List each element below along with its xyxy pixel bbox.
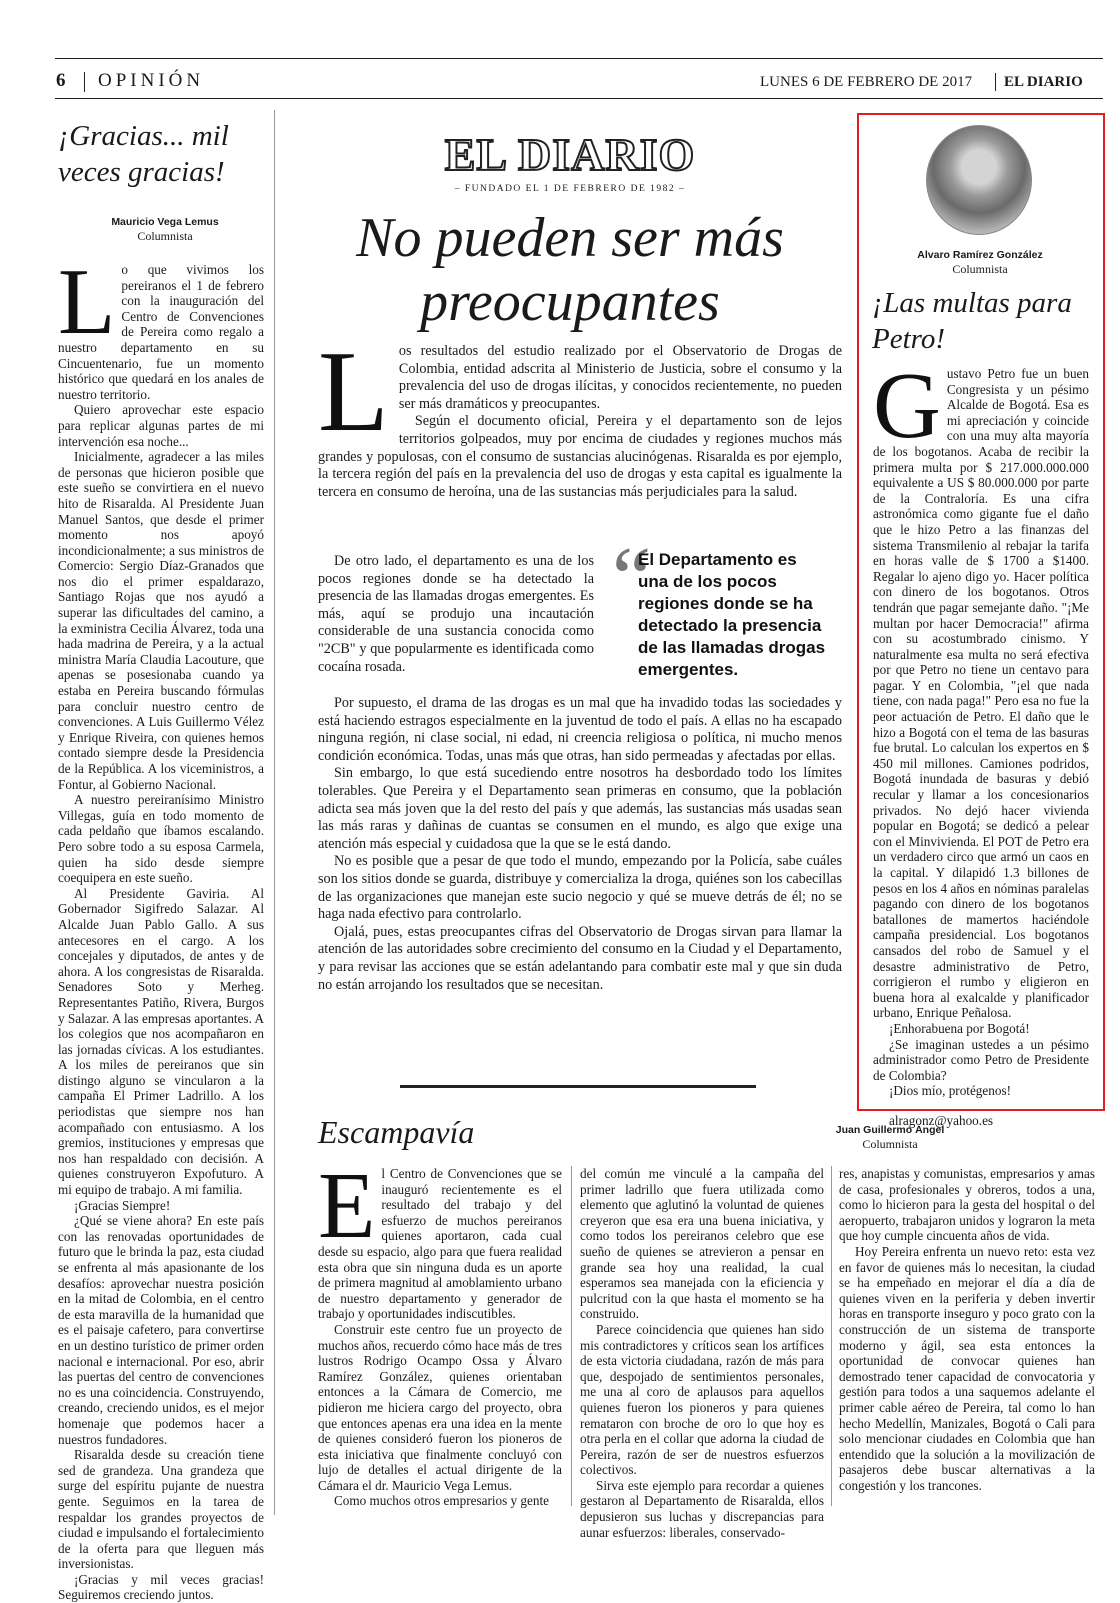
editorial-paragraph: Según el documento oficial, Pereira y el departamento son de lejos territorios golpeados, muy por encima de ciudades y regiones muchos más grandes y populosas, con el consumo de sustancias alucinógenas. Risaralda es por ejemplo, la tercera región del país en la prevalencia del uso de drogas y esta capital es igualmente la tercera en consumo de heroína, una de las sustancias más perjudiciales para la salud. <box>318 413 842 500</box>
editorial-paragraph: Por supuesto, el drama de las drogas es un mal que ha invadido todas las sociedades y está haciendo estragos especialmente en la juventud de todo el país. A ellas no ha escapado ninguna región, ni clase social, ni edad, ni creencia religiosa o política, ni mucho menos condición económica. Todas, unas más que otras, han sido permeadas y afectadas por ellas. <box>318 695 842 764</box>
editorial-paragraph: Sin embargo, lo que está sucediendo entre nosotros ha desbordado todo los límites tolerables. Que Pereira y el Departamento sean primeras en consumo, que la población adicta sea más joven que la del resto del país y que además, las sustancias más usadas sean las más raras y dañinas de cuantas se consumen en el mundo, es algo que exige una atención más especial y cuidadosa que la que se le está dando. <box>318 765 842 852</box>
escampavia-col3 <box>839 1166 1095 1506</box>
right-author: Alvaro Ramírez González <box>917 249 1043 261</box>
header-paper-name: EL DIARIO <box>1004 74 1083 90</box>
left-title-text: ¡Gracias... mil veces gracias! <box>58 120 229 188</box>
escampavia-author: Juan Guillermo Ángel <box>835 1124 945 1136</box>
left-paragraph: Al Presidente Gaviria. Al Gobernador Sigifredo Salazar. Al Alcalde Juan Pablo Gallo. A sus antecesores en el cargo. A los concejales y diputados, de antes y de ahora. A los congresistas de Risaralda. Senadores Soto y Merheg. Representantes Patiño, Rivera, Burgos y Salazar. A las empresas aportantes. A los colegios que nos acompañaron en las jornadas cívicas. A los estudiantes. A los miles de pereiranos que sin distingo alguno se vincularon a la campaña El Primer Ladrillo. A los periodistas que siempre nos han acompañado con entusiasmo. A los gremios, instituciones y empresas que nos han respaldado con decisión. A quienes construyeron Expofuturo. A mi equipo de trabajo. A mi familia. <box>58 885 264 1198</box>
section-name: OPINIÓN <box>98 70 205 91</box>
escampavia-col2 <box>580 1166 824 1540</box>
right-paragraph: ¿Se imaginan ustedes a un pésimo administrador como Petro de Presidente de Colombia? <box>873 1036 1089 1083</box>
right-email: alragonz@yahoo.es <box>889 1112 994 1128</box>
author-photo <box>926 125 1032 235</box>
editorial-paragraph: No es posible que a pesar de que todo el mundo, empezando por la Policía, sabe cuáles son los sitios donde se guarda, distribuye y comercializa la droga, quiénes son los cabecillas de las organizaciones que manejan este sucio negocio y qué se mueve detrás de él; no se haga nada efectivo para controlarlo. <box>318 853 842 923</box>
editorial-body-top <box>318 328 842 501</box>
left-column-divider <box>274 110 275 1515</box>
editorial-end-rule <box>400 1085 756 1088</box>
right-column-title: ¡Las multas para Petro! <box>872 287 1072 355</box>
escampavia-paragraph: res, anapistas y comunistas, empresarios y amas de casa, profesionales y obreros, todos a una, como lo hicieron para la gesta del hospital o del aeropuerto, trabajaron unidos y lograron la meta que hoy cumple cincuenta años de vida. <box>839 1166 1095 1244</box>
left-paragraph: A nuestro pereiranísimo Ministro Villegas, guía en todo momento de cada peldaño que íbamos escalando. Pero sobre todo a su esposa Carmela, quien ha sido desde siempre coequipera en este sueño. <box>58 792 264 886</box>
right-paragraph: ustavo Petro fue un buen Congresista y un pésimo Alcalde de Bogotá. Esa es mi apreciación y coincide con una muy alta mayoría de los bogotanos. Acaba de recibir la primera multa por $ 217.000.000.000 equivalente a US $ 80.000.000 por parte de la Contraloría. Es una cifra astronómica como gigante fue el daño que le hizo Petro a las finanzas del sistema Transmilenio al rebajar la tarifa en horas valle de $ 1700 a $1400. Regalar lo ajeno digo yo. Hacer política con dinero de los bogotanos. Otros tendrán que pagar semejante daño. "¡Me multan por hacer Democracia!" afirma con su acostumbrado cinismo. Y naturalmente esa multa no será efectiva por que Petro no tiene un centavo para pagar. Y en Colombia, "¡el que nada tiene, con nada paga!" Pero esa no fue la peor actuación de Petro. El daño que le hizo a Bogotá con el tema de las basuras fue brutal. Lo calculan los expertos en $ 450 mil millones. Camiones podridos, Bogotá inundada de basuras y debió recular y llamar a los concesionarios privados. No dejó hacer vivienda popular en Bogotá; se dedicó a pelear con el Minvivienda. El POT de Petro era un verdadero circo que armó un caos en la capital. Y dilapidó 1.3 billones de pesos en los 4 años en nóminas paralelas pagando con dinero de los bogotanos batallones de mamertos haciéndole campaña presidencial. Los bogotanos cansados del robo de Samuel y el desastre administrativo de Petro, corrigieron el rumbo y eligieron en buena hora al exalcalde y planificador urbano, Enrique Peñalosa. <box>873 366 1089 1021</box>
escampavia-paragraph: Sirva este ejemplo para recordar a quienes gestaron al Departamento de Risaralda, ellos depusieron sus luchas y discrepancias para aunar esfuerzos: liberales, conservado- <box>580 1477 824 1540</box>
editorial-paragraph: De otro lado, el departamento es una de los pocos regiones donde se ha detectado la presencia de las llamadas drogas emergentes. Es más, aquí se produjo una incautación considerable de una sustancia conocida como "2CB" y que popularmente es identificada como cocaína rosada. <box>318 553 594 675</box>
editorial-title-line2: preocupantes <box>420 271 720 333</box>
quote-mark-icon: “ <box>612 530 652 627</box>
escampavia-paragraph: l Centro de Convenciones que se inauguró recientemente es el resultado del trabajo y del esfuerzo de muchos pereiranos quienes aportaron, cada cual desde su espacio, algo para que fuera realidad esta obra que sin ninguna duda es un aporte de primera magnitud al amoblamiento urbano de nuestro departamento y generador de trabajo y oportunidades indiscutibles. <box>318 1166 562 1322</box>
page-number: 6 <box>56 70 66 91</box>
left-paragraph: ¡Gracias Siempre! <box>74 1197 171 1213</box>
header-date: LUNES 6 DE FEBRERO DE 2017 <box>760 74 973 90</box>
right-paragraph: ¡Dios mío, protégenos! <box>889 1083 1011 1099</box>
left-author-role: Columnista <box>137 229 193 243</box>
editorial-title <box>300 206 840 334</box>
pull-quote: El Departamento es una de los pocos regiones donde se ha detectado la presencia de las llamadas drogas emergentes. <box>638 550 826 679</box>
left-column-body <box>58 250 264 1603</box>
left-column-title <box>58 118 258 190</box>
editorial-paragraph: os resultados del estudio realizado por el Observatorio de Drogas de Colombia, entidad adscrita al Ministerio de Justicia, sobre el consumo y la prevalencia del uso de drogas ilícitas, y conocidos recientemente, no pueden ser más dramáticos y preocupantes. <box>398 343 842 412</box>
header-separator-right <box>995 73 996 91</box>
escampavia-author-role: Columnista <box>862 1137 918 1151</box>
masthead-logo: EL DIARIO <box>444 129 696 180</box>
header-rule <box>55 98 1103 99</box>
escampavia-paragraph: del común me vinculé a la campaña del primer ladrillo que fuera utilizada como elemento que aglutinó la voluntad de quienes creyeron que esa era una buena iniciativa, y como todos los pereiranos celebro que ese sueño de quienes se atrevieron a pensar en grande sea hoy una realidad, la cual esperamos sea manejada con la eficiencia y pulcritud con la que hasta el momento se ha construido. <box>580 1166 824 1322</box>
right-column-body <box>873 354 1089 1128</box>
editorial-title-line1: No pueden ser más <box>356 207 784 269</box>
left-paragraph: Risaralda desde su creación tiene sed de grandeza. Una grandeza que surge del espíritu pujante de nuestra gente. Seguimos en la tarea de respaldar los grandes proyectos de ciudad e impulsando el fortalecimiento de la oferta para que lleguen más inversionistas. <box>58 1447 264 1572</box>
header-separator <box>84 72 85 92</box>
escampavia-divider-1 <box>571 1166 572 1506</box>
escampavia-drop-cap: E <box>318 1154 376 1258</box>
escampavia-col1 <box>318 1154 562 1509</box>
right-author-role: Columnista <box>952 262 1008 276</box>
escampavia-paragraph: Construir este centro fue un proyecto de muchos años, recuerdo cómo hace más de tres lustros Rodrigo Ocampo Ossa y Álvaro Ramírez González, quienes orientaban entonces a la Cámara de Comercio, me pidieron me hiciera cargo del proyecto, obra que entonces apenas era una idea en la mente de quienes consideró fueron los pioneros de esta iniciativa que finalmente concluyó con lujo de detalles el actual dirigente de la Cámara el dr. Mauricio Vega Lemus. <box>318 1321 562 1493</box>
left-paragraph: ¿Qué se viene ahora? En este país con las renovadas oportunidades de futuro que le brinda la paz, esta ciudad se enfrenta al más apasionante de los desafíos: aprovechar nuestra posición en la mitad de Colombia, en el centro de esta maravilla de la humanidad que es el paisaje cafetero, para convertirse en un destino turístico de primer orden nacional e internacional. Por eso, abrir las puertas del centro de convenciones no es una coincidencia. Construyendo, creando, creciendo unidos, es el mejor homenaje que podemos hacer a nuestros fundadores. <box>58 1213 264 1447</box>
masthead-founded: – FUNDADO EL 1 DE FEBRERO DE 1982 – <box>454 184 686 194</box>
escampavia-paragraph: Como muchos otros empresarios y gente <box>334 1493 549 1509</box>
editorial-paragraph: Ojalá, pues, estas preocupantes cifras del Observatorio de Drogas sirvan para llamar la atención de las autoridades sobre crecimiento del consumo en la Ciudad y el Departamento, y para revisar las acciones que se están adelantando para combatir este mal y que sin duda no están arrojando los resultados que se necesitan. <box>318 923 842 993</box>
escampavia-title: Escampavía <box>318 1114 475 1150</box>
left-paragraph: ¡Gracias y mil veces gracias! Seguiremos creciendo juntos. <box>58 1571 264 1603</box>
editorial-body-bottom <box>318 695 842 994</box>
escampavia-paragraph: Parece coincidencia que quienes han sido mis contradictores y críticos sean los artífices de esta victoria ciudadana, razón de más para que, despojado de sentimientos personales, me una al coro de aplausos para aquellos quienes fueron los pioneros y para quienes remataron con broche de oro lo que hoy es otra perla en el collar que adorna la ciudad de Pereira, razón de ser de nuestros esfuerzos colectivos. <box>580 1321 824 1478</box>
editorial-body-narrow <box>318 553 594 676</box>
left-author: Mauricio Vega Lemus <box>111 216 219 228</box>
editorial-drop-cap: L <box>318 328 389 456</box>
left-paragraph: o que vivimos los pereiranos el 1 de febrero con la inauguración del Centro de Convenciones de Pereira como regalo a nuestro departamento en su Cincuentenario, fue un momento histórico que quedará en los anales de nuestro territorio. <box>58 262 264 402</box>
escampavia-divider-2 <box>831 1166 832 1506</box>
right-drop-cap: G <box>873 354 941 458</box>
escampavia-paragraph: Hoy Pereira enfrenta un nuevo reto: esta vez en favor de quienes más lo necesitan, la ciudad se ha empeñado en mejorar el día a día de quienes viven en la periferia y deben invertir horas en transporte inseguro y poco grato con la construcción de un sistema de transporte moderno y ágil, sea esta entonces la oportunidad de convocar quienes han demostrado tener capacidad de convocatoria y gestión para todos a una saquemos adelante el primer cable aéreo de Pereira, tal como lo han hecho Medellín, Manizales, Bogotá o Cali para solo mencionar ciudades en Colombia que han entendido que la solución a la movilización de pasajeros debe buscar alternativas a la congestión y los trancones. <box>839 1243 1095 1493</box>
left-paragraph: Quiero aprovechar este espacio para replicar algunas partes de mi intervención esa noche... <box>58 402 264 449</box>
right-paragraph: ¡Enhorabuena por Bogotá! <box>889 1020 1030 1036</box>
left-drop-cap: L <box>58 250 116 354</box>
left-paragraph: Inicialmente, agradecer a las miles de personas que hicieron posible que este sueño se convirtiera en el nuevo hito de Risaralda. Al Presidente Juan Manuel Santos, que desde el primer momento nos apoyó incondicionalmente; a sus ministros de Comercio: Sergio Díaz-Granados que nos dio el primer espaldarazo, Santiago Rojas que nos ayudó a superar las dificultades del camino, a la exministra Cecilia Álvarez, toda una hada madrina de Pereira, y a la actual ministra María Claudia Lacouture, que apenas se posesionaba cuando ya estaba en Pereira buscando fórmulas para concluir nuestro centro de convenciones. A Luis Guillermo Vélez y Enrique Riveira, con quienes hemos contado siempre desde la Presidencia de la República. A los viceministros, a Fontur, al Gobierno Nacional. <box>58 449 264 792</box>
top-rule <box>55 58 1103 59</box>
